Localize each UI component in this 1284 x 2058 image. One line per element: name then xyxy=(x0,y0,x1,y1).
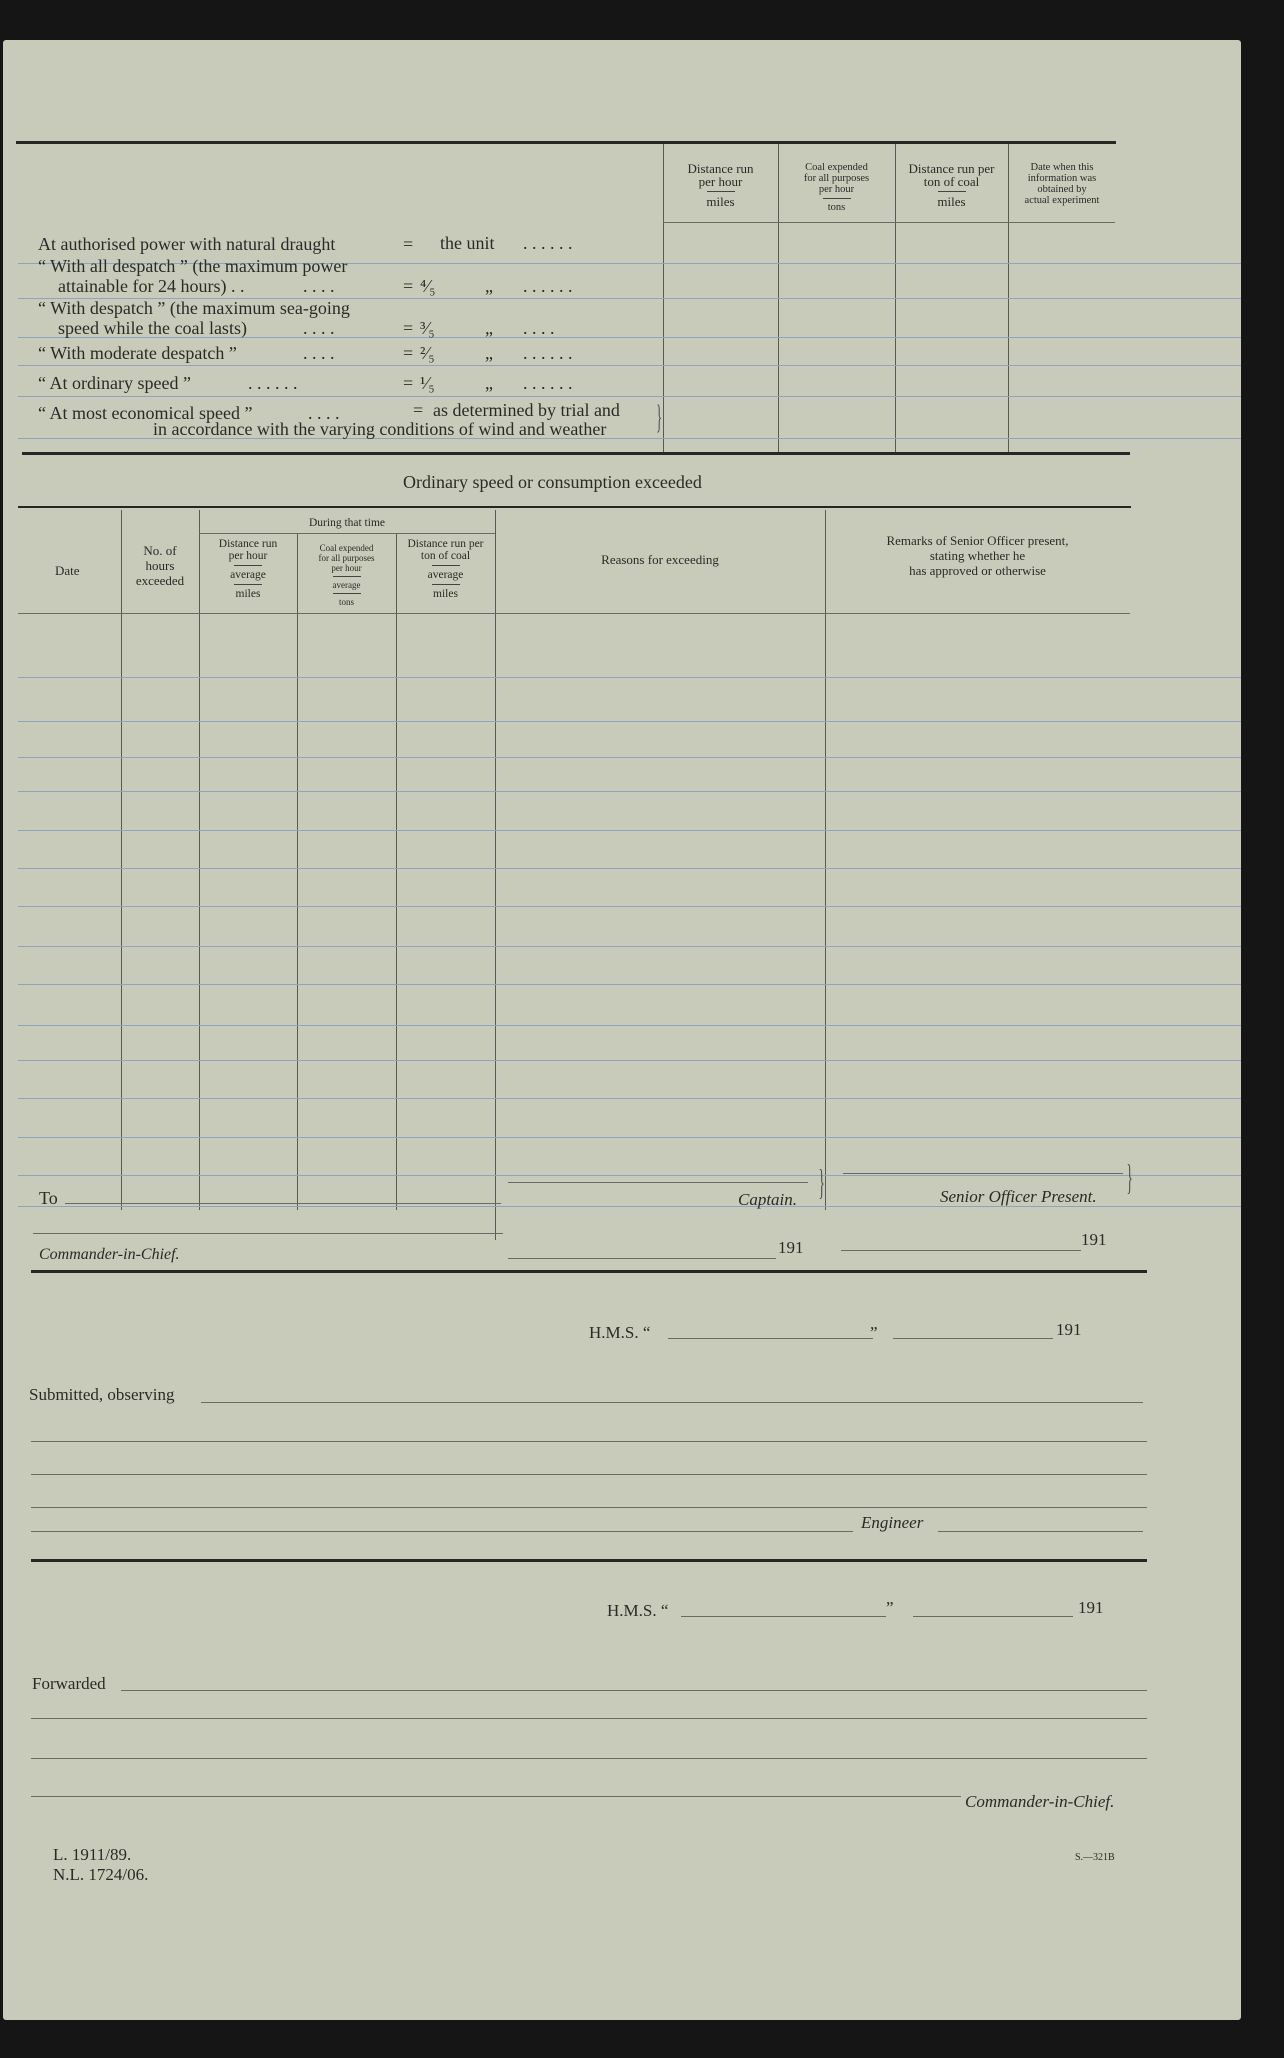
row-dots: . . . . . . xyxy=(523,233,573,253)
header-coal: Coal expended for all purposes per hour tons xyxy=(803,162,870,213)
row-eq: = xyxy=(403,373,414,393)
row-eq: = xyxy=(413,400,424,420)
header-during: During that time xyxy=(308,517,385,529)
commander-in-chief-label: Commander-in-Chief. xyxy=(39,1246,180,1263)
engineer-rule xyxy=(31,1559,1147,1562)
row-label: “ With all despatch ” (the maximum power xyxy=(38,256,348,276)
forward-field-3[interactable] xyxy=(31,1758,1147,1759)
header-date: Date xyxy=(55,563,80,578)
row-value: ²⁄₅ xyxy=(420,343,435,363)
commander-in-chief-label-2: Commander-in-Chief. xyxy=(965,1792,1115,1811)
section-title: Ordinary speed or consumption exceeded xyxy=(403,472,702,492)
to-label: To xyxy=(39,1188,58,1208)
row-value: ⁴⁄₅ xyxy=(420,276,436,296)
row-label: “ With despatch ” (the maximum sea-going xyxy=(38,298,350,318)
row-eq: = xyxy=(403,343,414,363)
row-dots: . . . . . . xyxy=(523,343,573,363)
row-label-cont: attainable for 24 hours) . . xyxy=(58,276,245,296)
col-divider xyxy=(121,510,122,1210)
header-reasons: Reasons for exceeding xyxy=(601,552,719,567)
row-dots: . . . . . . xyxy=(248,373,298,393)
senior-officer-field[interactable] xyxy=(843,1173,1123,1174)
header-distance: Distance run per hour miles xyxy=(687,161,754,209)
brace-icon: } xyxy=(1126,1157,1133,1197)
row-dots: . . . . xyxy=(303,343,335,363)
date-field-2[interactable] xyxy=(913,1616,1073,1617)
row-label: “ With moderate despatch ” xyxy=(38,343,237,363)
header-coal-avg: Coal expended for all purposes per hour average tons xyxy=(318,543,375,607)
to-field-2[interactable] xyxy=(33,1233,503,1234)
during-underline xyxy=(199,533,495,534)
forward-field[interactable] xyxy=(121,1690,1147,1691)
exceed-header-underline xyxy=(18,613,1130,614)
header-remarks: Remarks of Senior Officer present, stating whether he has approved or otherwise xyxy=(886,533,1069,578)
captain-field[interactable] xyxy=(508,1182,808,1183)
hms-label-2: H.M.S. “ xyxy=(607,1601,669,1620)
header-distance-avg: Distance run per hour average miles xyxy=(218,538,278,600)
row-dots: . . . . xyxy=(303,318,335,338)
col-divider xyxy=(825,510,826,1210)
col-divider xyxy=(495,510,496,1240)
row-dots: . . . . xyxy=(303,276,335,296)
header-distance-per-ton: Distance run per ton of coal miles xyxy=(908,161,995,209)
row-label: “ At ordinary speed ” xyxy=(38,373,191,393)
row-eq: = xyxy=(403,276,414,296)
row-dots: . . . . xyxy=(308,403,340,423)
row-value: ³⁄₅ xyxy=(420,318,435,338)
row-ditto: „ xyxy=(485,276,493,296)
header-hours: No. of hours exceeded xyxy=(135,543,185,588)
form-page xyxy=(3,40,1241,2020)
engineer-sign-field-2[interactable] xyxy=(938,1531,1143,1532)
captain-label: Captain. xyxy=(738,1190,798,1209)
row-label-cont: in accordance with the varying conditions of wind and weather xyxy=(153,419,607,439)
signature-rule xyxy=(31,1270,1147,1273)
date-field[interactable] xyxy=(893,1338,1053,1339)
row-dots: . . . . . . xyxy=(523,276,573,296)
forward-field-2[interactable] xyxy=(31,1718,1147,1719)
observation-field-2[interactable] xyxy=(31,1441,1147,1442)
row-ditto: „ xyxy=(485,318,493,338)
row-label-cont: speed while the coal lasts) xyxy=(58,318,247,338)
exceed-top-rule xyxy=(18,506,1131,508)
engineer-sign-field[interactable] xyxy=(31,1531,853,1532)
to-field[interactable] xyxy=(65,1203,501,1204)
observation-field-4[interactable] xyxy=(31,1507,1147,1508)
section-rule xyxy=(22,452,1130,455)
row-eq: = xyxy=(403,234,414,254)
brace-icon: } xyxy=(818,1162,825,1202)
forward-sign-field[interactable] xyxy=(31,1796,961,1797)
observation-field-3[interactable] xyxy=(31,1474,1147,1475)
header-distance-per-ton-avg: Distance run per ton of coal average miles xyxy=(407,538,484,600)
col-divider xyxy=(199,510,200,1210)
brace-icon: } xyxy=(656,399,663,436)
col-divider xyxy=(396,533,397,1210)
row-ditto: „ xyxy=(485,373,493,393)
forwarded-label: Forwarded xyxy=(32,1674,106,1693)
row-ditto: „ xyxy=(485,343,493,363)
senior-officer-label: Senior Officer Present. xyxy=(940,1187,1097,1206)
captain-year: 191 xyxy=(778,1238,804,1257)
row-value: the unit xyxy=(440,233,495,253)
year-label: 191 xyxy=(1056,1320,1082,1339)
captain-date-field[interactable] xyxy=(508,1258,776,1259)
ref-number-2: N.L. 1724/06. xyxy=(53,1865,149,1884)
ship-name-field-2[interactable] xyxy=(681,1616,886,1617)
senior-year: 191 xyxy=(1081,1230,1107,1249)
ship-name-field[interactable] xyxy=(668,1338,873,1339)
header-date-obtained: Date when this information was obtained by actual experiment xyxy=(1024,162,1100,206)
engineer-label: Engineer xyxy=(861,1513,924,1532)
year-label-2: 191 xyxy=(1078,1598,1104,1617)
form-number: S.—321B xyxy=(1075,1852,1115,1863)
row-value: as determined by trial and xyxy=(433,400,620,420)
top-rule xyxy=(16,141,1116,144)
close-quote: ” xyxy=(870,1323,878,1342)
senior-date-field[interactable] xyxy=(841,1250,1081,1251)
row-eq: = xyxy=(403,318,414,338)
hms-label: H.M.S. “ xyxy=(589,1323,651,1342)
observation-field[interactable] xyxy=(201,1402,1143,1403)
submitted-label: Submitted, observing xyxy=(29,1385,175,1404)
row-dots: . . . . . . xyxy=(523,373,573,393)
header-underline xyxy=(663,222,1115,223)
col-divider xyxy=(297,533,298,1210)
row-dots: . . . . xyxy=(523,318,555,338)
row-label: At authorised power with natural draught xyxy=(38,234,336,254)
row-label: “ At most economical speed ” xyxy=(38,403,253,423)
row-value: ¹⁄₅ xyxy=(420,373,435,393)
close-quote-2: ” xyxy=(886,1598,894,1617)
ref-number-1: L. 1911/89. xyxy=(53,1845,132,1864)
